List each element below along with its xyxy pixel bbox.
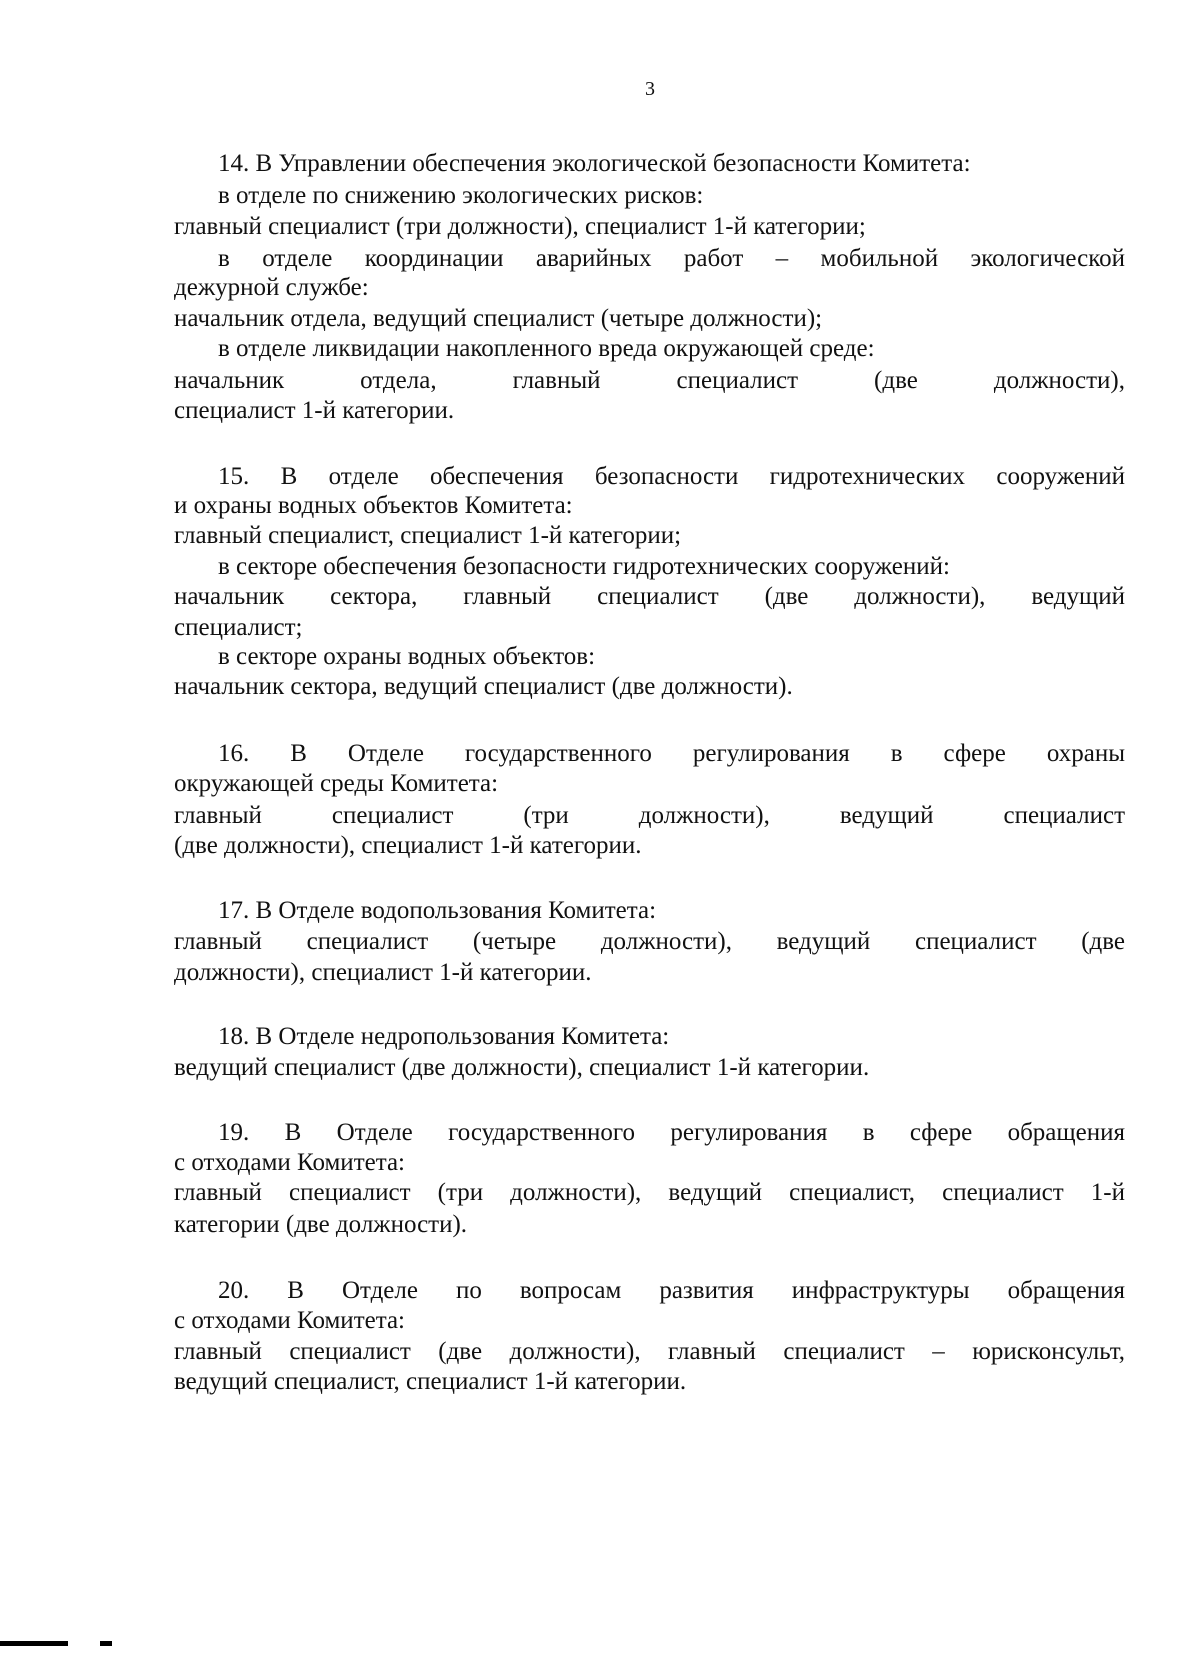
subdivision-heading: в секторе охраны водных объектов: — [218, 643, 596, 670]
positions-line: главный специалист (три должности), ведущий специалист — [174, 802, 1125, 829]
section-20-heading-cont: с отходами Комитета: — [174, 1307, 405, 1334]
section-18-heading: 18. В Отделе недропользования Комитета: — [218, 1023, 670, 1050]
positions-line: ведущий специалист (две должности), специалист 1-й категории. — [174, 1054, 870, 1081]
positions-line: главный специалист (три должности), ведущий специалист, специалист 1-й — [174, 1179, 1125, 1206]
positions-line-cont: должности), специалист 1-й категории. — [174, 959, 592, 986]
positions-line-cont: специалист 1-й категории. — [174, 397, 455, 424]
page-number: 3 — [645, 78, 655, 100]
positions-line-cont: ведущий специалист, специалист 1-й категории. — [174, 1368, 687, 1395]
subdivision-heading: в секторе обеспечения безопасности гидротехнических сооружений: — [218, 553, 950, 580]
section-15-heading-cont: и охраны водных объектов Комитета: — [174, 492, 573, 519]
section-14-heading: 14. В Управлении обеспечения экологической безопасности Комитета: — [218, 150, 971, 177]
positions-line: начальник сектора, ведущий специалист (две должности). — [174, 673, 793, 700]
positions-line-cont: (две должности), специалист 1-й категории. — [174, 832, 642, 859]
positions-line: главный специалист (две должности), главный специалист – юрисконсульт, — [174, 1338, 1125, 1365]
positions-line: главный специалист (три должности), специалист 1-й категории; — [174, 213, 866, 240]
positions-line: начальник сектора, главный специалист (две должности), ведущий — [174, 583, 1125, 610]
positions-line: главный специалист, специалист 1-й категории; — [174, 522, 682, 549]
positions-line: начальник отдела, ведущий специалист (четыре должности); — [174, 305, 823, 332]
subdivision-heading: в отделе ликвидации накопленного вреда окружающей среде: — [218, 335, 875, 362]
scan-edge-mark — [100, 1641, 112, 1646]
section-15-heading: 15. В отделе обеспечения безопасности гидротехнических сооружений — [218, 463, 1125, 490]
section-16-heading-cont: окружающей среды Комитета: — [174, 770, 499, 797]
positions-line-cont: специалист; — [174, 614, 303, 641]
positions-line: главный специалист (четыре должности), ведущий специалист (две — [174, 928, 1125, 955]
scan-edge-mark — [0, 1641, 68, 1646]
positions-line: начальник отдела, главный специалист (две должности), — [174, 367, 1125, 394]
subdivision-heading: в отделе координации аварийных работ – мобильной экологической — [218, 245, 1125, 272]
section-19-heading-cont: с отходами Комитета: — [174, 1149, 405, 1176]
subdivision-heading-cont: дежурной службе: — [174, 274, 369, 301]
section-20-heading: 20. В Отделе по вопросам развития инфраструктуры обращения — [218, 1277, 1125, 1304]
positions-line-cont: категории (две должности). — [174, 1211, 468, 1238]
subdivision-heading: в отделе по снижению экологических рисков: — [218, 182, 704, 209]
section-19-heading: 19. В Отделе государственного регулирования в сфере обращения — [218, 1119, 1125, 1146]
section-17-heading: 17. В Отделе водопользования Комитета: — [218, 897, 657, 924]
section-16-heading: 16. В Отделе государственного регулирования в сфере охраны — [218, 740, 1125, 767]
